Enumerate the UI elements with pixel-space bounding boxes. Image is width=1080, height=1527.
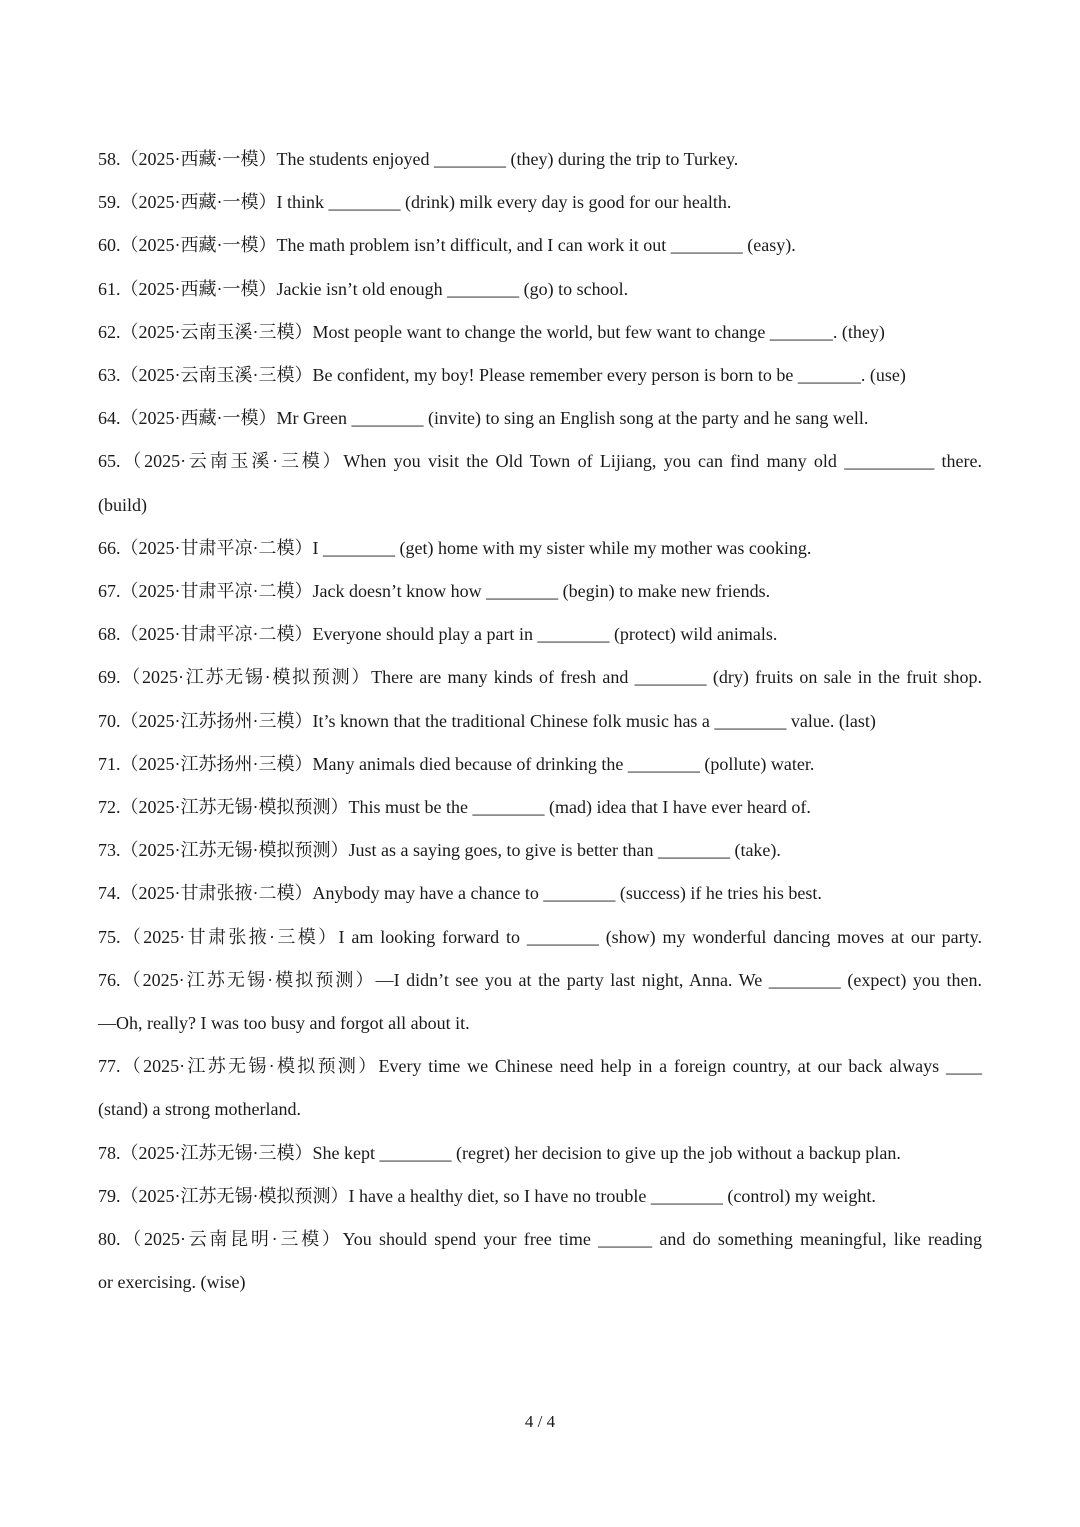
question-item — [98, 397, 982, 440]
question-line — [98, 656, 982, 699]
question-number: 68. — [98, 624, 121, 645]
question-text: She kept ________ (regret) her decision to give up the job without a backup plan. — [312, 1142, 901, 1163]
question-item — [98, 354, 982, 397]
question-continuation: —Oh, really? I was too busy and forgot all about it. — [98, 1013, 470, 1034]
question-number: 59. — [98, 192, 121, 213]
question-item — [98, 916, 982, 959]
question-item — [98, 181, 982, 224]
question-source: （2025·江苏无锡·模拟预测） — [120, 1056, 379, 1077]
question-line — [98, 224, 982, 267]
question-line — [98, 570, 982, 613]
question-source: （2025·甘肃张掖·二模） — [120, 883, 313, 904]
question-source: （2025·甘肃平凉·二模） — [120, 537, 313, 558]
question-continuation: (build) — [98, 494, 147, 515]
question-item — [98, 268, 982, 311]
question-number: 70. — [98, 710, 121, 731]
question-source: （2025·江苏无锡·模拟预测） — [120, 667, 372, 688]
question-number: 63. — [98, 365, 121, 386]
question-source: （2025·西藏·一模） — [120, 235, 277, 256]
question-continuation: (stand) a strong motherland. — [98, 1099, 301, 1120]
question-number: 61. — [98, 278, 121, 299]
question-item — [98, 440, 982, 526]
question-source: （2025·江苏扬州·三模） — [120, 753, 313, 774]
question-source: （2025·西藏·一模） — [120, 192, 277, 213]
question-item — [98, 1218, 982, 1304]
question-number: 74. — [98, 883, 121, 904]
question-line — [98, 916, 982, 959]
question-line — [98, 1218, 982, 1261]
question-line — [98, 354, 982, 397]
question-line — [98, 1132, 982, 1175]
question-source: （2025·江苏无锡·模拟预测） — [120, 840, 349, 861]
question-line — [98, 138, 982, 181]
question-source: （2025·江苏扬州·三模） — [120, 710, 313, 731]
question-text: Everyone should play a part in ________ (protect) wild animals. — [312, 624, 778, 645]
question-source: （2025·江苏无锡·模拟预测） — [120, 969, 376, 990]
question-item — [98, 138, 982, 181]
question-line — [98, 1045, 982, 1088]
question-item — [98, 829, 982, 872]
question-line — [98, 440, 982, 483]
page-number: 4 / 4 — [524, 1412, 556, 1431]
question-number: 76. — [98, 969, 121, 990]
question-item — [98, 527, 982, 570]
question-item — [98, 743, 982, 786]
question-line — [98, 397, 982, 440]
question-line — [98, 527, 982, 570]
question-source: （2025·西藏·一模） — [120, 278, 277, 299]
question-item — [98, 1045, 982, 1131]
question-item — [98, 224, 982, 267]
question-item — [98, 1175, 982, 1218]
question-line — [98, 311, 982, 354]
question-number: 60. — [98, 235, 121, 256]
question-list — [98, 138, 982, 1304]
question-item — [98, 872, 982, 915]
question-source: （2025·甘肃张掖·三模） — [120, 926, 339, 947]
question-source: （2025·江苏无锡·模拟预测） — [120, 797, 349, 818]
question-source: （2025·江苏无锡·三模） — [120, 1142, 313, 1163]
question-line — [98, 1175, 982, 1218]
question-number: 62. — [98, 321, 121, 342]
question-line — [98, 700, 982, 743]
question-text: —I didn’t see you at the party last night, Anna. We ________ (expect) you then. — [375, 969, 983, 990]
question-text: Many animals died because of drinking the ________ (pollute) water. — [312, 753, 815, 774]
question-line — [98, 743, 982, 786]
question-item — [98, 570, 982, 613]
question-item — [98, 700, 982, 743]
question-text: I am looking forward to ________ (show) my wonderful dancing moves at our party. — [338, 926, 982, 947]
question-number: 77. — [98, 1056, 121, 1077]
question-number: 69. — [98, 667, 121, 688]
question-text: Be confident, my boy! Please remember every person is born to be _______. (use) — [312, 365, 906, 386]
question-number: 71. — [98, 753, 121, 774]
question-text: You should spend your free time ______ and do something meaningful, like reading — [342, 1229, 982, 1250]
question-number: 67. — [98, 581, 121, 602]
question-line — [98, 786, 982, 829]
question-text: Just as a saying goes, to give is better than ________ (take). — [348, 840, 781, 861]
question-item — [98, 311, 982, 354]
question-line — [98, 268, 982, 311]
question-text: The math problem isn’t difficult, and I can work it out ________ (easy). — [276, 235, 796, 256]
question-source: （2025·云南昆明·三模） — [120, 1229, 343, 1250]
question-text: There are many kinds of fresh and ________ (dry) fruits on sale in the fruit shop. — [371, 667, 982, 688]
question-text: Anybody may have a chance to ________ (success) if he tries his best. — [312, 883, 822, 904]
question-line — [98, 829, 982, 872]
question-item — [98, 613, 982, 656]
question-continuation: or exercising. (wise) — [98, 1272, 246, 1293]
question-text: Every time we Chinese need help in a foreign country, at our back always ____ — [378, 1056, 982, 1077]
question-number: 64. — [98, 408, 121, 429]
question-source: （2025·云南玉溪·三模） — [120, 451, 344, 472]
question-line — [98, 959, 982, 1002]
question-line — [98, 181, 982, 224]
question-text: Mr Green ________ (invite) to sing an English song at the party and he sang well. — [276, 408, 869, 429]
question-line — [98, 872, 982, 915]
question-number: 58. — [98, 149, 121, 169]
question-number: 80. — [98, 1229, 121, 1250]
question-source: （2025·云南玉溪·三模） — [120, 365, 313, 386]
question-number: 65. — [98, 451, 121, 472]
question-text: When you visit the Old Town of Lijiang, you can find many old __________ there. — [343, 451, 982, 472]
question-source: （2025·西藏·一模） — [120, 149, 277, 169]
question-text: Most people want to change the world, but few want to change _______. (they) — [312, 321, 885, 342]
question-number: 73. — [98, 840, 121, 861]
question-text: This must be the ________ (mad) idea that I have ever heard of. — [348, 797, 811, 818]
question-source: （2025·甘肃平凉·二模） — [120, 581, 313, 602]
question-line — [98, 613, 982, 656]
question-text: The students enjoyed ________ (they) during the trip to Turkey. — [276, 149, 739, 169]
question-item — [98, 786, 982, 829]
question-item — [98, 959, 982, 1045]
question-text: Jackie isn’t old enough ________ (go) to school. — [276, 278, 629, 299]
question-number: 78. — [98, 1142, 121, 1163]
question-text: I think ________ (drink) milk every day is good for our health. — [276, 192, 732, 213]
question-source: （2025·江苏无锡·模拟预测） — [120, 1185, 349, 1206]
question-number: 66. — [98, 537, 121, 558]
question-number: 79. — [98, 1185, 121, 1206]
question-item — [98, 656, 982, 699]
question-item — [98, 1132, 982, 1175]
question-source: （2025·西藏·一模） — [120, 408, 277, 429]
question-number: 75. — [98, 926, 121, 947]
question-source: （2025·甘肃平凉·二模） — [120, 624, 313, 645]
question-source: （2025·云南玉溪·三模） — [120, 321, 313, 342]
question-text: Jack doesn’t know how ________ (begin) to make new friends. — [312, 581, 771, 602]
question-text: I have a healthy diet, so I have no trouble ________ (control) my weight. — [348, 1185, 876, 1206]
question-text: I ________ (get) home with my sister while my mother was cooking. — [312, 537, 812, 558]
question-text: It’s known that the traditional Chinese folk music has a ________ value. (last) — [312, 710, 876, 731]
question-number: 72. — [98, 797, 121, 818]
